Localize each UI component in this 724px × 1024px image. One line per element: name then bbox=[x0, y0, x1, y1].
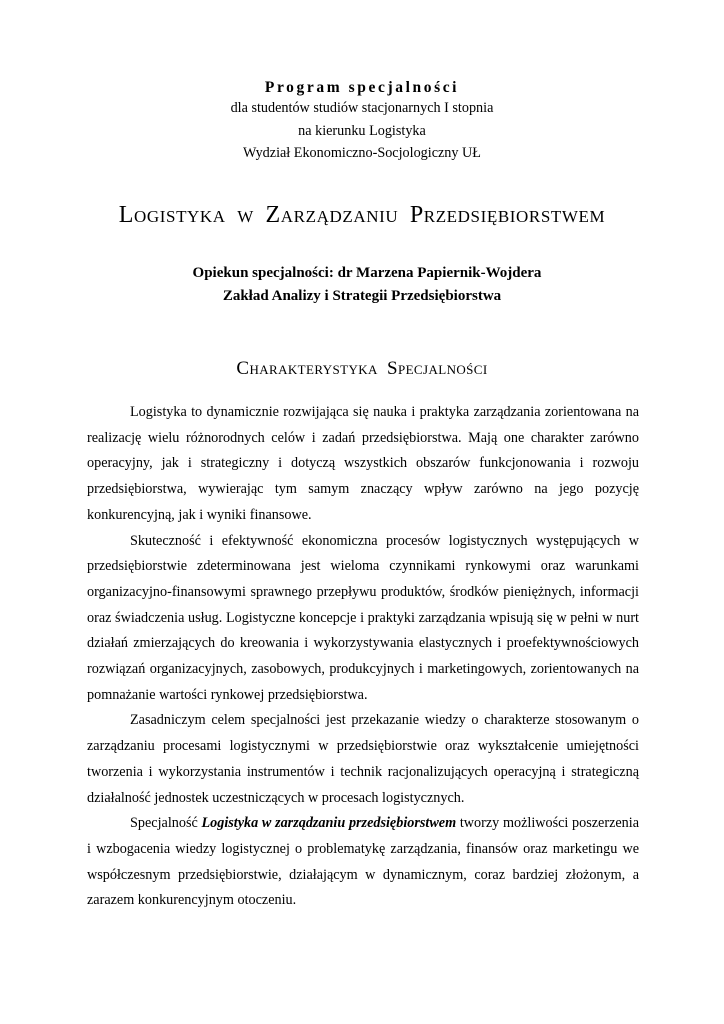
header-line-field: na kierunku Logistyka bbox=[298, 123, 426, 139]
paragraph-4 bbox=[87, 811, 639, 914]
specialization-name-emphasis: Logistyka w zarządzaniu przedsiębiorstwem bbox=[201, 815, 457, 832]
header-line-students: dla studentów studiów stacjonarnych I stopnia bbox=[230, 100, 494, 116]
paragraph-2: Skuteczność i efektywność ekonomiczna procesów logistycznych występujących w przedsiębiorstwie zdeterminowana jest wieloma czynnikami rynkowymi oraz warunkami organizacyjno-finansowymi sprawnego przepływu produktów, środków pieniężnych, informacji oraz świadczenia usług. Logistyczne koncepcje i praktyki zarządzania wpisują się w pełni w nurt działań zmierzających do kreowania i wykorzystywania elastycznych i proefektywnościowych rozwiązań organizacyjnych, zasobowych, produkcyjnych i marketingowych, zorientowanych na pomnażanie wartości rynkowej przedsiębiorstwa. bbox=[87, 532, 639, 703]
supervisor-name: Opiekun specjalności: dr Marzena Papiernik-Wojdera bbox=[192, 265, 542, 281]
program-title: Program specjalności bbox=[264, 79, 460, 96]
body-text bbox=[87, 400, 639, 914]
header-line-faculty: Wydział Ekonomiczno-Socjologiczny UŁ bbox=[243, 145, 481, 161]
paragraph-1: Logistyka to dynamicznie rozwijająca się nauka i praktyka zarządzania zorientowana na realizację wielu różnorodnych celów i zadań przedsiębiorstwa. Mają one charakter zarówno operacyjny, jak i strategiczny i dotyczą wszystkich obszarów funkcjonowania i rozwoju przedsiębiorstwa, wywierając tym samym znaczący wpływ zarówno na jego pozycję konkurencyjną, jak i wyniki finansowe. bbox=[87, 404, 639, 523]
supervisor-department: Zakład Analizy i Strategii Przedsiębiorstwa bbox=[222, 288, 502, 304]
paragraph-4-start: Specjalność bbox=[130, 815, 202, 832]
section-title: Charakterystyka Specjalności bbox=[236, 358, 488, 379]
paragraph-3: Zasadniczym celem specjalności jest przekazanie wiedzy o charakterze stosowanym o zarządzaniu procesami logistycznymi w przedsiębiorstwie oraz wykształcenie umiejętności tworzenia i wykorzystania instrumentów i technik racjonalizujących operacyjną i strategiczną działalność jednostek uczestniczących w procesach logistycznych. bbox=[87, 712, 639, 806]
paragraph-4-rest: tworzy możliwości poszerzenia i wzbogacenia wiedzy logistycznej o problematykę zarządzania, finansów oraz marketingu we współczesnym przedsiębiorstwie, działającym w dynamicznym, coraz bardziej złożonym, a zarazem konkurencyjnym otoczeniu. bbox=[87, 815, 640, 909]
main-title: Logistyka w Zarządzaniu Przedsiębiorstwem bbox=[118, 202, 606, 228]
